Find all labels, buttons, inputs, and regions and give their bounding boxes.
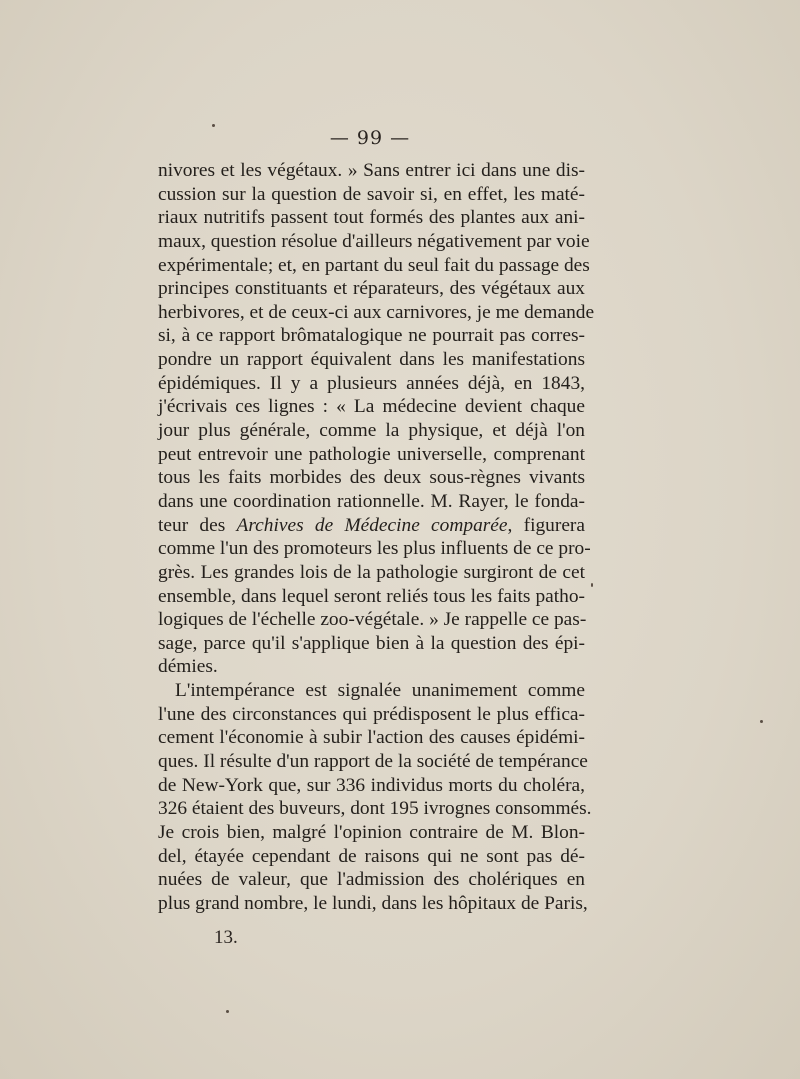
text-line: nuées de valeur, que l'admission des cholériques en [158,869,585,891]
text-line: pondre un rapport équivalent dans les manifestations [158,349,585,371]
text-segment: teur des [158,514,237,536]
text-line-with-italic-title [158,514,585,538]
text-line: grès. Les grandes lois de la pathologie surgiront de cet [158,561,585,583]
italic-journal-title: Archives de Médecine comparée [236,514,508,536]
text-line: jour plus générale, comme la physique, et déjà l'on [158,420,585,442]
text-line: riaux nutritifs passent tout formés des plantes aux ani- [158,207,585,229]
text-line: dans une coordination rationnelle. M. Rayer, le fonda- [158,490,585,512]
body-text [158,159,595,916]
text-line: herbivores, et de ceux-ci aux carnivores, je me demande [158,301,595,323]
text-line: ensemble, dans lequel seront reliés tous les faits patho- [158,585,585,607]
page-number: — 99 — [329,127,411,149]
paper-speck [226,1010,229,1013]
text-line: j'écrivais ces lignes : « La médecine devient chaque [158,396,585,418]
text-segment: , figurera [507,514,585,536]
text-line: sage, parce qu'il s'applique bien à la question des épi- [158,632,585,654]
text-line: peut entrevoir une pathologie universelle, comprenant [158,443,585,465]
text-line: tous les faits morbides des deux sous-règnes vivants [158,467,585,489]
text-line: plus grand nombre, le lundi, dans les hôpitaux de Paris, [158,892,588,914]
text-line: expérimentale; et, en partant du seul fait du passage des [158,254,590,276]
text-line-paragraph-end: démies. [158,656,218,678]
text-line: l'une des circonstances qui prédisposent le plus effica- [158,703,585,725]
text-line: 326 étaient des buveurs, dont 195 ivrognes consommés. [158,798,592,820]
text-line: principes constituants et réparateurs, des végétaux aux [158,278,585,300]
text-line: logiques de l'échelle zoo-végétale. » Je rappelle ce pas- [158,609,587,631]
text-line: ques. Il résulte d'un rapport de la société de tempérance [158,751,588,773]
text-line: Je crois bien, malgré l'opinion contraire de M. Blon- [158,821,585,843]
text-line: comme l'un des promoteurs les plus influents de ce pro- [158,538,591,560]
text-line-paragraph-start: L'intempérance est signalée unanimement comme [175,680,585,702]
text-line: cussion sur la question de savoir si, en effet, les maté- [158,183,585,205]
paper-speck [760,720,763,723]
signature-mark: 13. [214,927,238,948]
text-line: cement l'économie à subir l'action des causes épidémi- [158,727,585,749]
text-line: nivores et les végétaux. » Sans entrer ici dans une dis- [158,160,585,181]
text-line: de New-York que, sur 336 individus morts du choléra, [158,774,585,796]
text-line: épidémiques. Il y a plusieurs années déjà, en 1843, [158,372,585,394]
paper-speck [591,583,593,587]
text-line: del, étayée cependant de raisons qui ne sont pas dé- [158,845,585,867]
text-line: maux, question résolue d'ailleurs négativement par voie [158,230,590,252]
paper-speck [212,124,215,127]
text-line: si, à ce rapport brômatalogique ne pourrait pas corres- [158,325,585,347]
